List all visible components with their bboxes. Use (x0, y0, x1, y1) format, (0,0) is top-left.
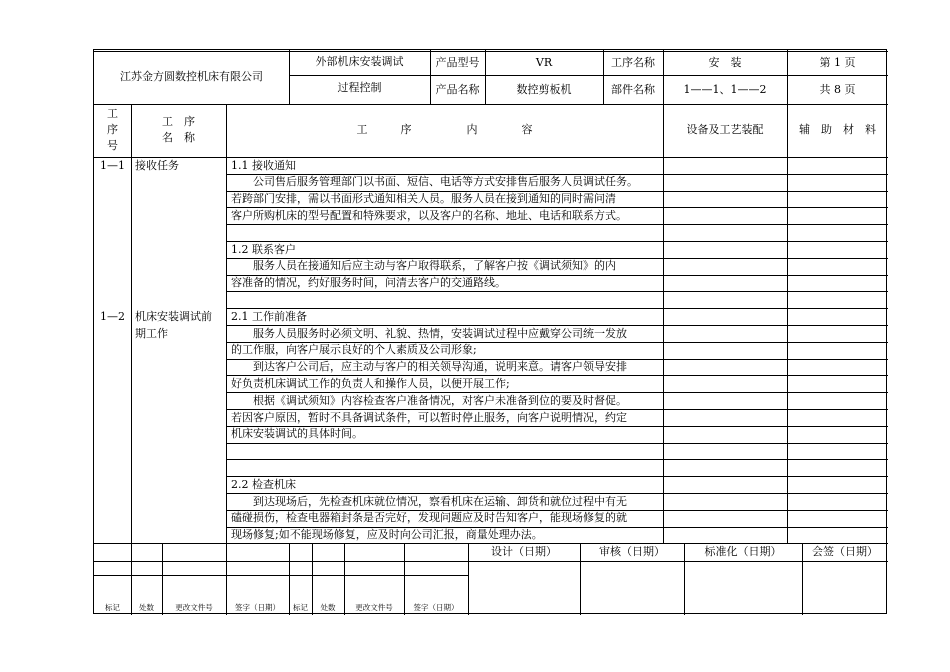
step-name: 期工作 (135, 326, 168, 340)
grid-line (94, 561, 468, 562)
step-name: 接收任务 (135, 158, 179, 172)
product-name-value: 数控剪板机 (516, 83, 572, 96)
step-content-line: 到达客户公司后，应主动与客户的相关领导沟通，说明来意。请客户领导安排 (231, 360, 627, 374)
col-materials: 辅 助 材 料 (799, 123, 876, 136)
grid-line (226, 241, 888, 242)
grid-line (94, 575, 468, 576)
page-total: 共 8 页 (819, 83, 856, 96)
step-content-line: 容准备的情况，约好服务时间，问清去客户的交通路线。 (231, 276, 506, 290)
step-content-line: 公司售后服务管理部门以书面、短信、电话等方式安排售后服务人员调试任务。 (231, 175, 638, 189)
signoff-2: 标准化（日期） (704, 545, 782, 559)
company-name: 江苏金方圆数控机床有限公司 (120, 70, 263, 83)
col-step-name-2: 名 称 (162, 131, 195, 144)
revision-label: 签字（日期） (235, 603, 280, 612)
revision-label: 更改文件号 (175, 603, 213, 612)
grid-line (226, 476, 888, 477)
col-step-no-3: 号 (107, 139, 118, 152)
col-step-name-1: 工 序 (162, 115, 195, 128)
step-content-line: 服务人员服务时必须文明、礼貌、热情，安装调试过程中应戴穿公司统一发放 (231, 326, 627, 340)
grid-line (663, 104, 664, 543)
signoff-0: 设计（日期） (491, 545, 557, 559)
step-name: 机床安装调试前 (135, 309, 212, 323)
step-content-line: 2.2 检查机床 (231, 477, 296, 491)
process-card (93, 49, 887, 614)
step-content-line: 现场修复;如不能现场修复，应及时向公司汇报，商量处理办法。 (231, 528, 543, 542)
step-content-line: 的工作服，向客户展示良好的个人素质及公司形象; (231, 343, 477, 357)
step-content-line: 1.2 联系客户 (231, 242, 296, 256)
grid-line (131, 104, 132, 543)
doc-title-line-2: 过程控制 (337, 81, 382, 94)
revision-label: 标记 (293, 603, 308, 612)
grid-line (226, 308, 888, 309)
step-number: 1—1 (100, 158, 125, 172)
col-step-no-2: 序 (107, 123, 118, 136)
process-name-label: 工序名称 (611, 56, 655, 69)
grid-line (94, 104, 888, 105)
revision-label: 处数 (139, 603, 154, 612)
process-name-value: 安 装 (708, 56, 742, 69)
step-content-line: 根据《调试须知》内容检查客户准备情况，对客户未准备到位的要及时督促。 (231, 393, 627, 407)
grid-line (226, 224, 888, 225)
grid-line (787, 104, 788, 543)
product-model-label: 产品型号 (435, 56, 480, 69)
part-name-label: 部件名称 (611, 83, 655, 96)
grid-line (94, 51, 888, 52)
page-number: 第 1 页 (819, 56, 856, 69)
step-content-line: 若因客户原因，暂时不具备调试条件，可以暂时停止服务，向客户说明情况，约定 (231, 410, 627, 424)
grid-line (226, 291, 888, 292)
col-step-no-1: 工 (107, 107, 118, 120)
grid-line (468, 561, 888, 562)
product-model-value: VR (535, 56, 553, 69)
grid-line (94, 157, 888, 158)
step-content-line: 2.1 工作前准备 (231, 309, 307, 323)
step-content-line: 1.1 接收通知 (231, 158, 296, 172)
revision-label: 签字（日期） (413, 603, 459, 612)
grid-line (289, 75, 888, 76)
step-number: 1—2 (100, 309, 125, 323)
signoff-1: 审核（日期） (599, 545, 665, 559)
step-content-line: 到达现场后，先检查机床就位情况，察看机床在运输、卸货和就位过程中有无 (231, 494, 627, 508)
doc-title-line-1: 外部机床安装调试 (315, 55, 404, 68)
step-content-line: 服务人员在接通知后应主动与客户取得联系，了解客户按《调试须知》的内 (231, 259, 616, 273)
grid-line (226, 459, 888, 460)
step-content-line: 若跨部门安排，需以书面形式通知相关人员。服务人员在接到通知的同时需问清 (231, 192, 616, 206)
step-content-line: 好负责机床调试工作的负责人和操作人员，以便开展工作; (231, 376, 510, 390)
revision-label: 更改文件号 (355, 603, 393, 612)
product-name-label: 产品名称 (435, 83, 480, 96)
grid-line (226, 443, 888, 444)
grid-line (226, 104, 227, 543)
step-content-line: 客户所购机床的型号配置和特殊要求，以及客户的名称、地址、电话和联系方式。 (231, 208, 627, 222)
col-content: 工 序 内 容 (356, 123, 533, 136)
signoff-3: 会签（日期） (812, 545, 878, 559)
revision-label: 处数 (320, 603, 336, 612)
part-name-value: 1——1、1——2 (683, 83, 767, 96)
step-content-line: 磕碰损伤，检查电器箱封条是否完好，发现问题应及时告知客户，能现场修复的就 (231, 511, 627, 525)
step-content-line: 机床安装调试的具体时间。 (231, 427, 363, 441)
revision-label: 标记 (105, 603, 120, 612)
col-equipment: 设备及工艺装配 (686, 123, 764, 136)
